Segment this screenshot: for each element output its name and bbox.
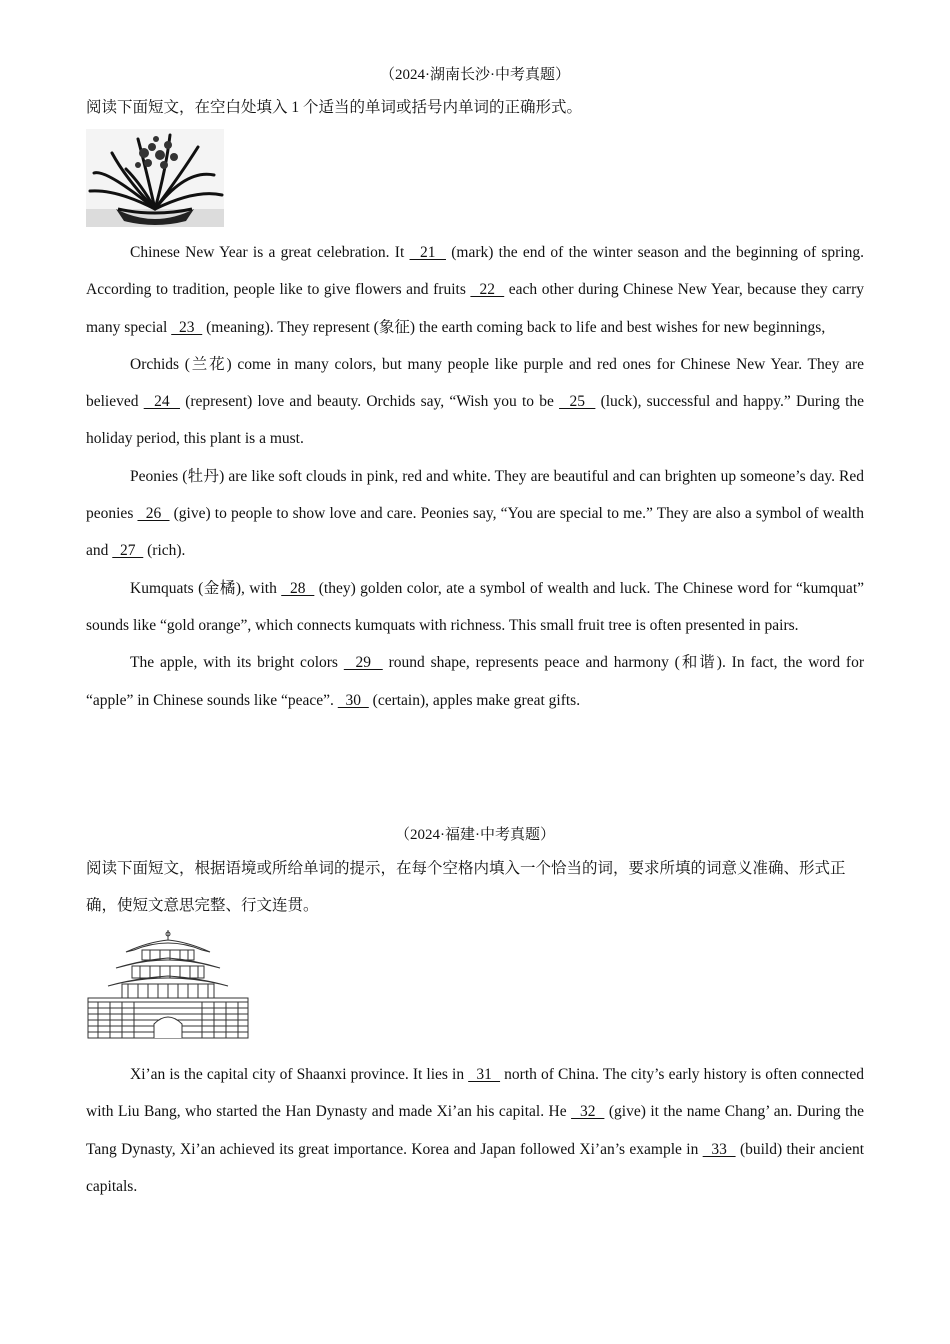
blank-28: 28 bbox=[281, 579, 315, 597]
blank-24: 24 bbox=[143, 393, 180, 411]
paragraph: The apple, with its bright colors 29 round shape, represents peace and harmony (和谐). In fact, the word for “apple” in Chinese sounds like “peace”. 30 (certain), apples make great gifts. bbox=[86, 654, 864, 709]
instruction-text: 阅读下面短文，根据语境或所给单词的提示，在每个空格内填入一个恰当的词，要求所填的词意义准确、形式正确，使短文意思完整、行文连贯。 bbox=[86, 860, 846, 914]
blank-30: 30 bbox=[337, 691, 369, 709]
passage-1 bbox=[86, 234, 864, 719]
blank-26: 26 bbox=[137, 505, 170, 523]
blank-32: 32 bbox=[571, 1103, 605, 1121]
orchid-plant-illustration bbox=[86, 129, 224, 227]
source-label: （2024·福建·中考真题） bbox=[395, 827, 555, 843]
blank-22: 22 bbox=[470, 281, 505, 299]
blank-31: 31 bbox=[468, 1066, 501, 1083]
blank-33: 33 bbox=[702, 1140, 736, 1158]
source-label: （2024·湖南长沙·中考真题） bbox=[380, 67, 570, 83]
paragraph: Orchids (兰花) come in many colors, but many people like purple and red ones for Chinese New Year. They are believed 24 (represent) love and beauty. Orchids say, “Wish you to be 25 (luck), successful and happy.” During the holiday period, this plant is a must. bbox=[86, 355, 865, 448]
blank-21: 21 bbox=[409, 244, 446, 261]
bell-tower-illustration bbox=[86, 928, 250, 1040]
blank-23: 23 bbox=[171, 318, 203, 336]
instruction-text: 阅读下面短文，在空白处填入 1 个适当的单词或括号内单词的正确形式。 bbox=[86, 99, 583, 116]
paragraph: Chinese New Year is a great celebration. It 21 (mark) the end of the winter season and the beginning of spring. According to tradition, people like to give flowers and fruits 22 each other during Chinese New Year, because they carry many special 23 (meaning). They represent (象征) the earth coming back to life and best wishes for new beginnings, bbox=[86, 244, 864, 336]
paragraph: Kumquats (金橘), with 28 (they) golden color, ate a symbol of wealth and luck. The Chinese word for “kumquat” sounds like “gold orange”, which connects kumquats with richness. This small fruit tree is often presented in pairs. bbox=[86, 579, 865, 634]
paragraph: Peonies (牡丹) are like soft clouds in pink, red and white. They are beautiful and can brighten up someone’s day. Red peonies 26 (give) to people to show love and care. Peonies say, “You are special to me.” They are also a symbol of wealth and 27 (rich). bbox=[86, 467, 864, 560]
blank-25: 25 bbox=[559, 393, 596, 411]
paragraph: Xi’an is the capital city of Shaanxi province. It lies in 31 north of China. The city’s early history is often connected with Liu Bang, who started the Han Dynasty and made Xi’an his capital. He 32 (give) it the name Chang’ an. During the Tang Dynasty, Xi’an achieved its great importance. Korea and Japan followed Xi’an’s example in 33 (build) their ancient capitals. bbox=[86, 1066, 865, 1195]
passage-2 bbox=[86, 1056, 864, 1205]
blank-27: 27 bbox=[112, 542, 144, 560]
blank-29: 29 bbox=[343, 654, 383, 672]
